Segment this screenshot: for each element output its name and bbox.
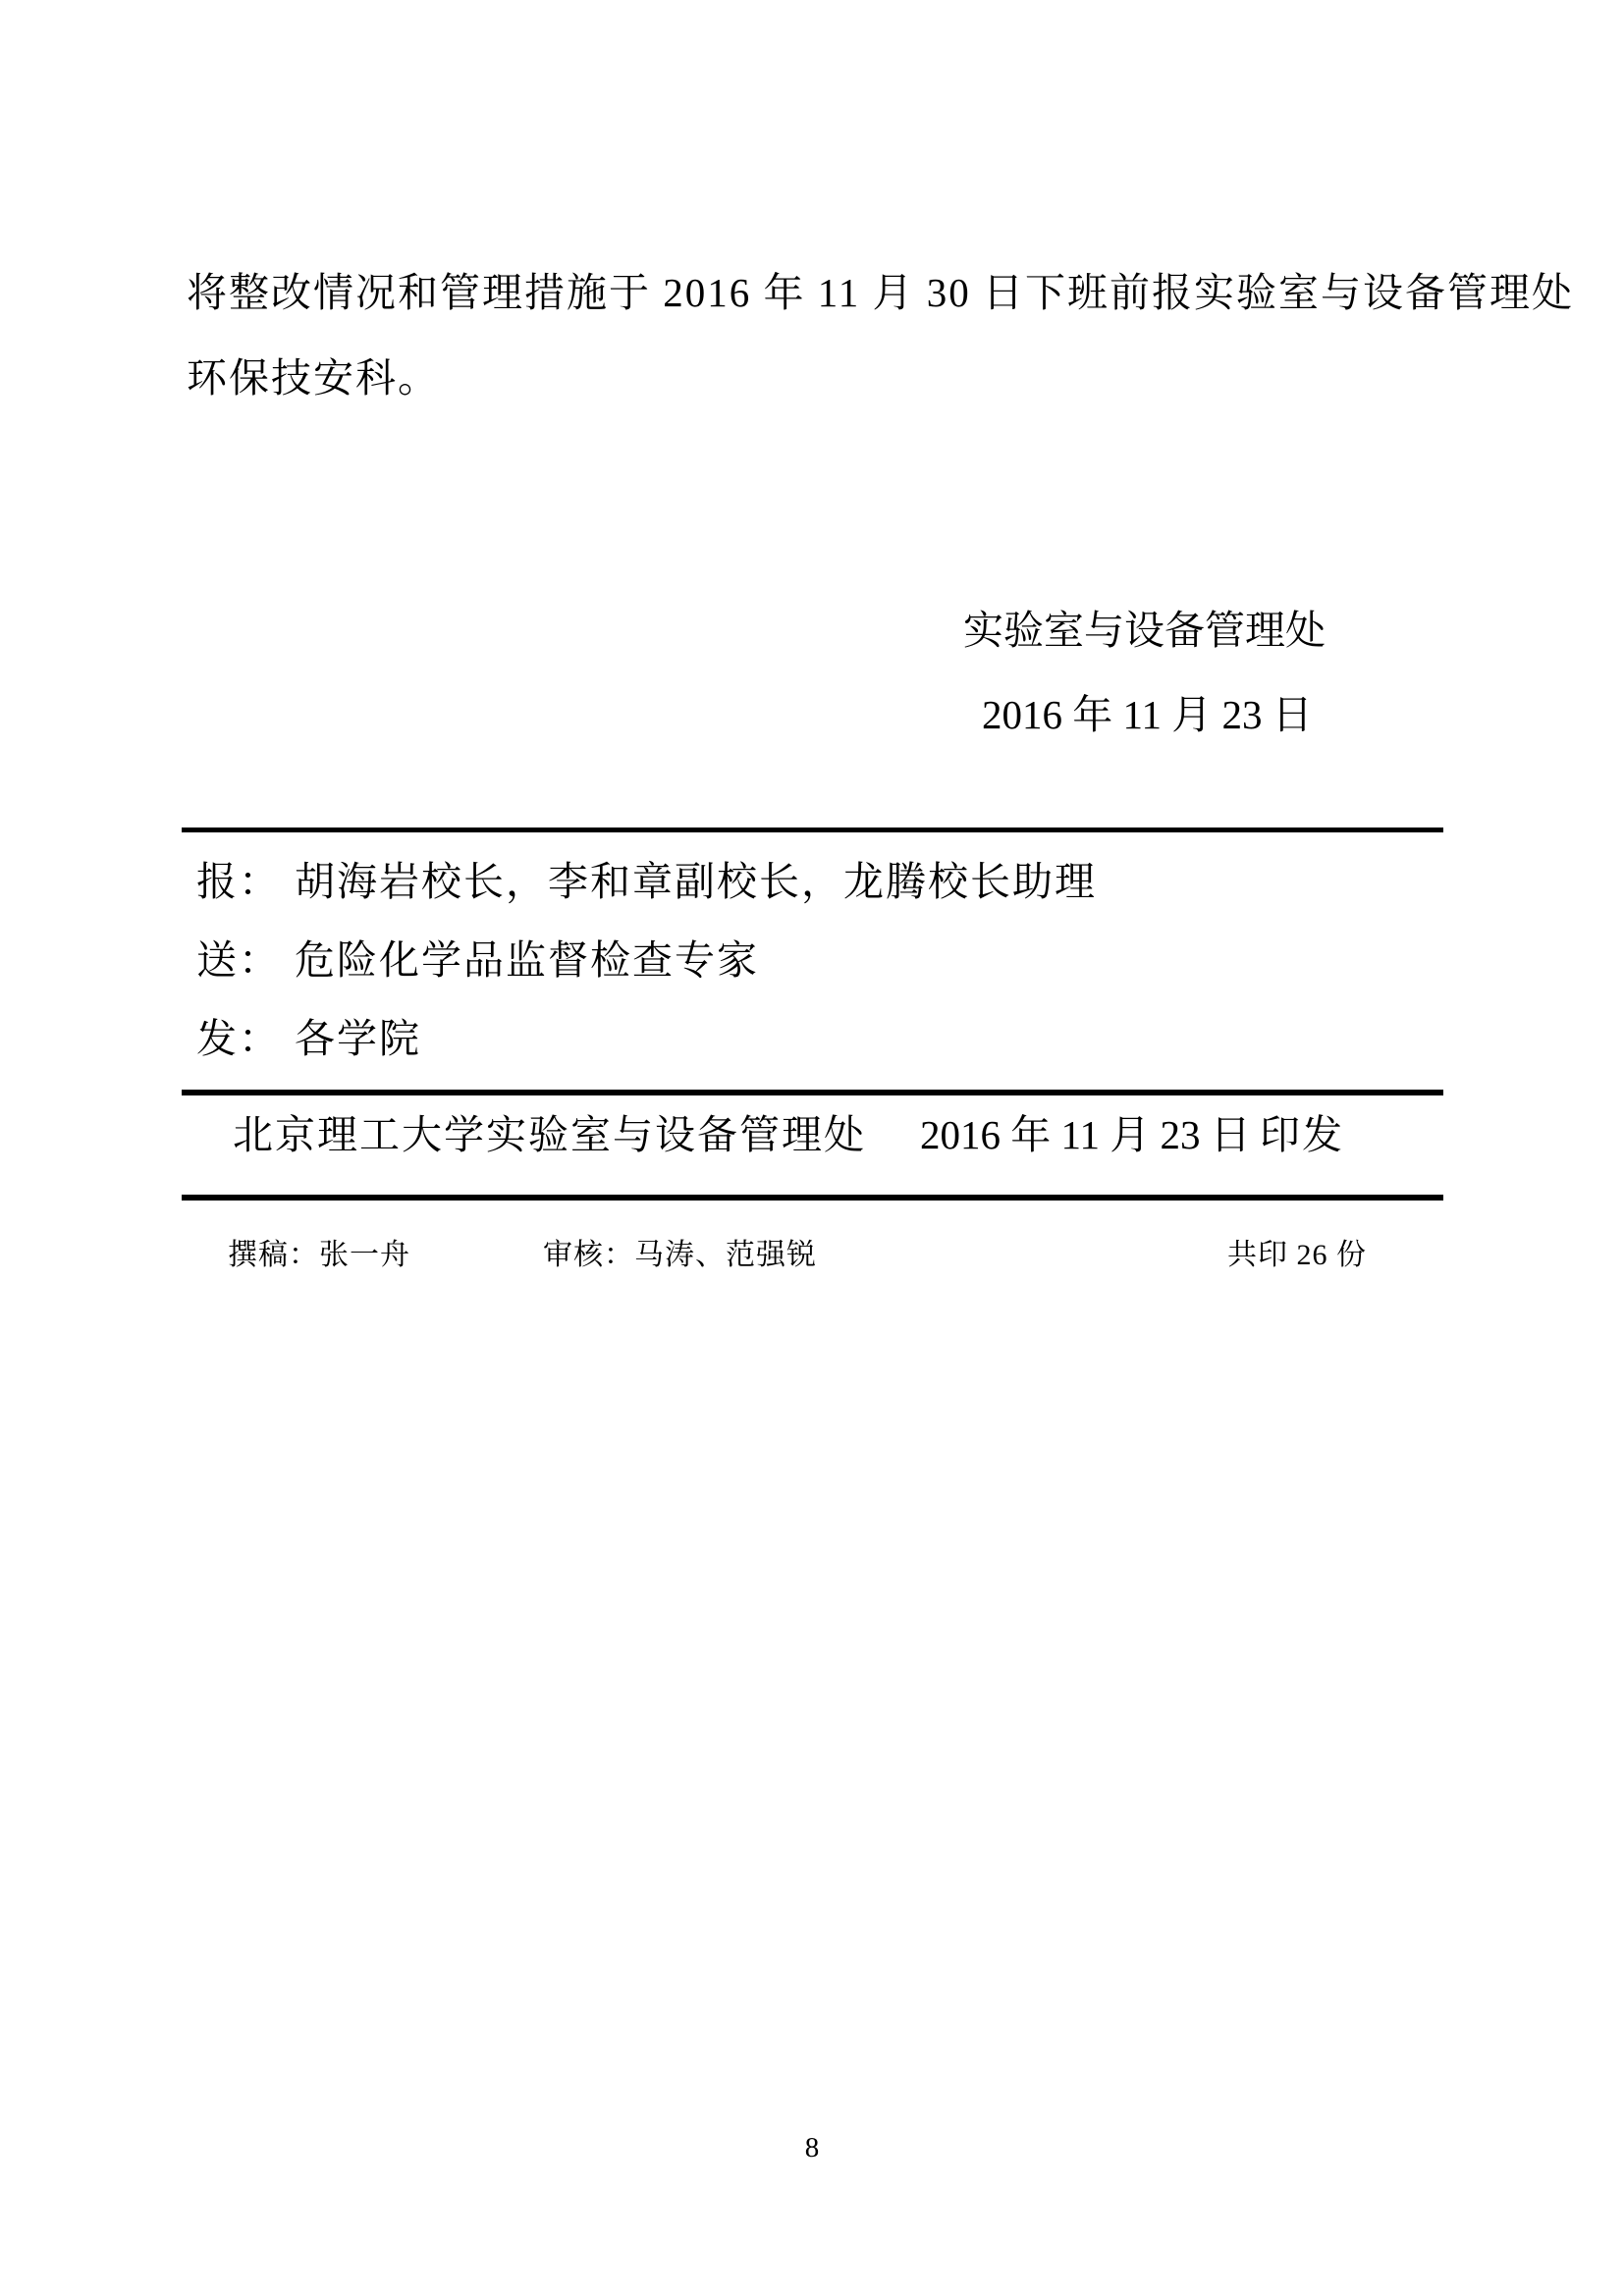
cc-issue-text: 各学院: [295, 1016, 421, 1061]
cc-row-issue: [196, 1017, 421, 1060]
cc-report-label: 报：: [196, 859, 281, 904]
page-number: 8: [804, 2132, 820, 2163]
cc-send-label: 送：: [196, 937, 281, 983]
colophon-issuer: 北京理工大学实验室与设备管理处: [233, 1112, 866, 1157]
separator-rule-top: [182, 828, 1443, 832]
colophon-date: 2016 年 11 月 23 日: [920, 1112, 1251, 1157]
cc-row-report: [196, 860, 1097, 903]
cc-issue-label: 发：: [196, 1016, 281, 1061]
colophon-action: 印发: [1260, 1112, 1344, 1157]
separator-rule-bottom: [182, 1195, 1443, 1201]
cc-row-send: [196, 938, 759, 982]
body-paragraph-line-1: 将整改情况和管理措施于 2016 年 11 月 30 日下班前报实验室与设备管理处: [187, 270, 1574, 315]
production-copies: 共印 26 份: [1227, 1239, 1367, 1271]
signature-date: 2016 年 11 月 23 日: [982, 692, 1313, 737]
cc-report-text: 胡海岩校长，李和章副校长，龙腾校长助理: [295, 859, 1097, 904]
signature-organization: 实验室与设备管理处: [963, 608, 1326, 653]
separator-rule-middle: [182, 1090, 1443, 1095]
body-paragraph-line-2: 环保技安科。: [187, 355, 440, 400]
production-drafter: 撰稿：张一舟: [228, 1239, 410, 1271]
cc-send-text: 危险化学品监督检查专家: [295, 937, 759, 983]
production-reviewer: 审核：马涛、范强锐: [543, 1239, 817, 1271]
